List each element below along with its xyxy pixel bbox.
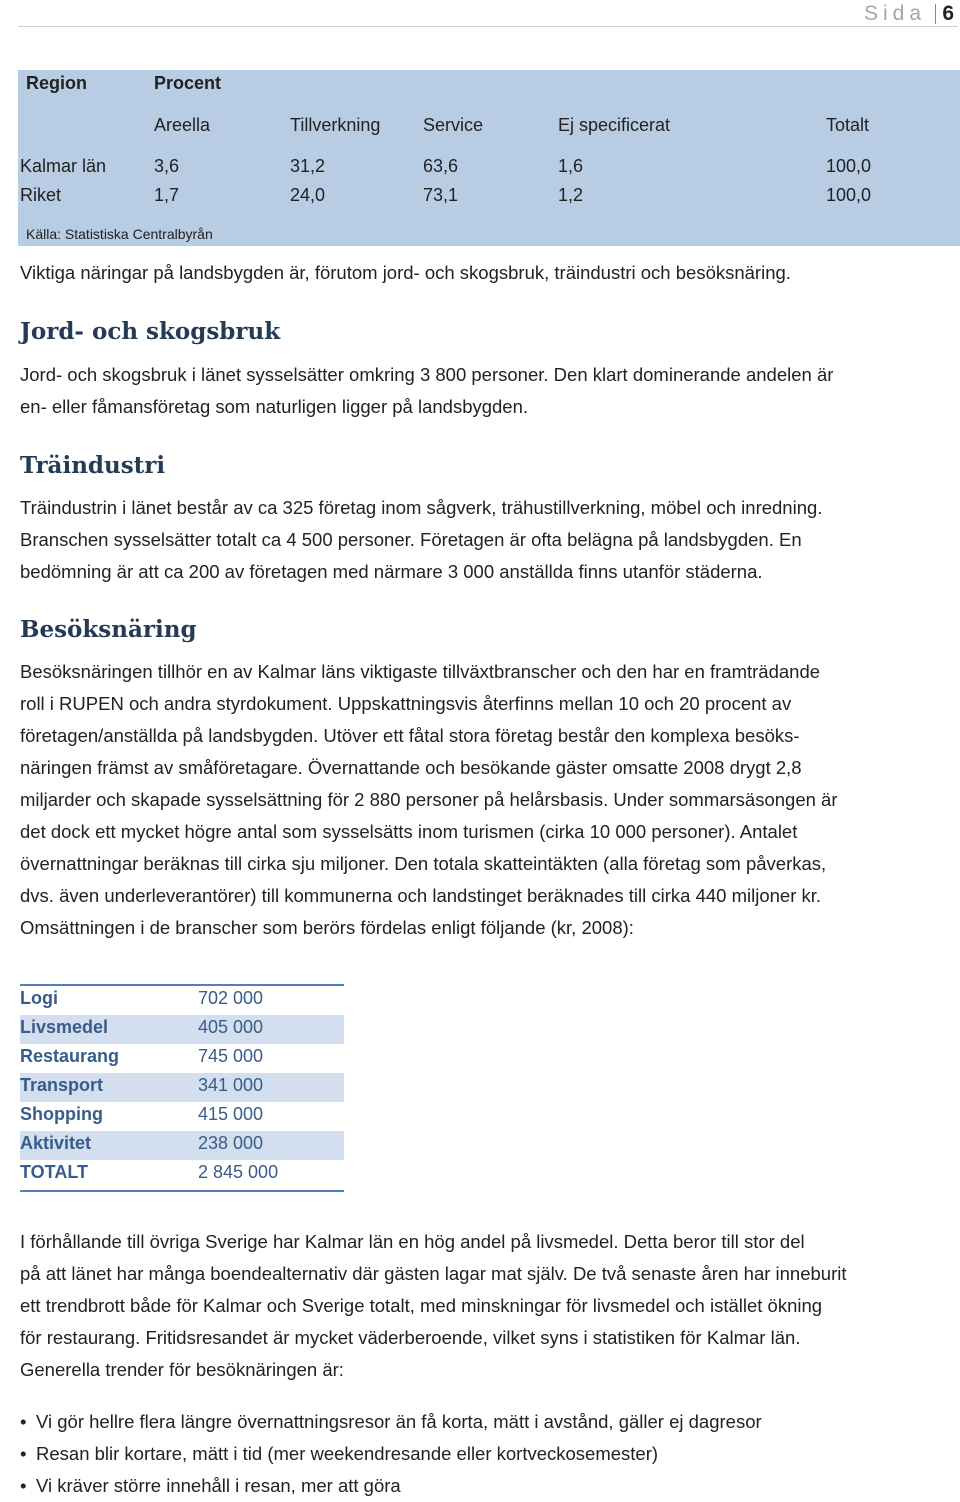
cell-value: 1,6 xyxy=(558,156,584,176)
bullet-icon: • xyxy=(20,1411,27,1432)
subheader-areella: Areella xyxy=(154,115,211,135)
heading-traindustri: Träindustri xyxy=(20,452,166,479)
cell-value: 63,6 xyxy=(423,156,459,176)
table-row xyxy=(20,1160,344,1189)
traindustri-paragraph xyxy=(20,492,950,588)
row-value: 702 000 xyxy=(198,988,264,1008)
text-line: Träindustrin i länet består av ca 325 företag inom sågverk, trähustillverkning, möbel och inredning. xyxy=(20,497,823,518)
text-line: på att länet har många boendealternativ där gästen lagar mat själv. De två senaste åren har inneburit xyxy=(20,1263,847,1284)
text-line: företagen/anställda på landsbygden. Utöver ett fåtal stora företag består den komplexa besöks- xyxy=(20,725,800,746)
page-separator xyxy=(935,4,936,24)
heading-jord-skogsbruk: Jord- och skogsbruk xyxy=(20,318,281,345)
text-line: Omsättningen i de branscher som berörs fördelas enligt följande (kr, 2008): xyxy=(20,917,634,938)
row-label: Logi xyxy=(20,988,58,1008)
page-word: Sida xyxy=(863,2,926,25)
row-value: 341 000 xyxy=(198,1075,264,1095)
trend-list xyxy=(20,1406,950,1502)
cell-value: 31,2 xyxy=(290,156,326,176)
list-item-text: Vi kräver större innehåll i resan, mer att göra xyxy=(36,1475,401,1496)
table-bottom-rule xyxy=(20,1190,344,1192)
text-line: Branschen sysselsätter totalt ca 4 500 personer. Företagen är ofta belägna på landsbygden. En xyxy=(20,529,802,550)
cell-value: 1,7 xyxy=(154,185,180,205)
bullet-icon: • xyxy=(20,1475,27,1496)
header-rule xyxy=(18,26,958,27)
page-number: 6 xyxy=(942,2,954,25)
table-row xyxy=(20,1073,344,1102)
subheader-tillverkning: Tillverkning xyxy=(290,115,381,135)
page-number-header xyxy=(780,0,960,26)
row-value: 238 000 xyxy=(198,1133,264,1153)
intro-paragraph: Viktiga näringar på landsbygden är, förutom jord- och skogsbruk, träindustri och besöksnäring. xyxy=(20,262,791,283)
subheader-totalt: Totalt xyxy=(826,115,870,135)
text-line: roll i RUPEN och andra styrdokument. Uppskattningsvis återfinns mellan 10 och 20 procent av xyxy=(20,693,792,714)
text-line: en- eller fåmansföretag som naturligen ligger på landsbygden. xyxy=(20,396,529,417)
col-header-procent: Procent xyxy=(154,73,222,93)
table-row xyxy=(20,1044,344,1073)
text-line: bedömning är att ca 200 av företagen med närmare 3 000 anställda finns utanför städerna. xyxy=(20,561,763,582)
sector-share-table xyxy=(18,70,960,246)
row-value: 2 845 000 xyxy=(198,1162,279,1182)
table-row xyxy=(20,1015,344,1044)
row-value: 405 000 xyxy=(198,1017,264,1037)
row-label: Restaurang xyxy=(20,1046,120,1066)
cell-value: 100,0 xyxy=(826,185,872,205)
text-line: miljarder och skapade sysselsättning för 2 880 personer på helårsbasis. Under sommarsäsongen är xyxy=(20,789,838,810)
text-line: övernattningar beräknas till cirka sju miljoner. Den totala skatteintäkten (alla företag som påverkas, xyxy=(20,853,827,874)
text-line: ett trendbrott både för Kalmar och Sverige totalt, med minskningar för livsmedel och istället ökning xyxy=(20,1295,823,1316)
text-line: dvs. även underleverantörer) till kommunerna och landstinget beräknades till cirka 440 miljoner kr. xyxy=(20,885,822,906)
cell-value: 24,0 xyxy=(290,185,326,205)
row-value: 745 000 xyxy=(198,1046,264,1066)
table-row xyxy=(20,986,344,1015)
table-row xyxy=(20,1131,344,1160)
list-item xyxy=(20,1438,950,1470)
text-line: näringen främst av småföretagare. Övernattande och besökande gäster omsatte 2008 drygt 2,8 xyxy=(20,757,802,778)
row-region-kalmar: Kalmar län xyxy=(20,156,107,176)
cell-value: 100,0 xyxy=(826,156,872,176)
table-row xyxy=(20,1102,344,1131)
list-item xyxy=(20,1470,950,1502)
cell-value: 1,2 xyxy=(558,185,584,205)
besoksnaring-paragraph xyxy=(20,656,950,944)
row-label: Transport xyxy=(20,1075,104,1095)
row-label: Aktivitet xyxy=(20,1133,92,1153)
table-source: Källa: Statistiska Centralbyrån xyxy=(26,226,213,242)
row-label: Shopping xyxy=(20,1104,103,1124)
list-item-text: Resan blir kortare, mätt i tid (mer weekendresande eller kortveckosemester) xyxy=(36,1443,659,1464)
text-line: det dock ett mycket högre antal som sysselsätts inom turismen (cirka 10 000 personer). Antalet xyxy=(20,821,798,842)
cell-value: 73,1 xyxy=(423,185,459,205)
bullet-icon: • xyxy=(20,1443,27,1464)
text-line: I förhållande till övriga Sverige har Kalmar län en hög andel på livsmedel. Detta beror till stor del xyxy=(20,1231,805,1252)
subheader-service: Service xyxy=(423,115,484,135)
subheader-ej-specificerat: Ej specificerat xyxy=(558,115,671,135)
row-value: 415 000 xyxy=(198,1104,264,1124)
text-line: för restaurang. Fritidsresandet är mycket väderberoende, vilket syns i statistiken för Kalmar län. xyxy=(20,1327,801,1348)
cell-value: 3,6 xyxy=(154,156,180,176)
row-label: Livsmedel xyxy=(20,1017,109,1037)
list-item xyxy=(20,1406,950,1438)
row-label: TOTALT xyxy=(20,1162,88,1182)
text-line: Generella trender för besöknäringen är: xyxy=(20,1359,344,1380)
heading-besoksnaring: Besöksnäring xyxy=(20,616,197,643)
text-line: Jord- och skogsbruk i länet sysselsätter omkring 3 800 personer. Den klart dominerande andelen är xyxy=(20,364,834,385)
closing-paragraph xyxy=(20,1226,950,1386)
text-line: Besöksnäringen tillhör en av Kalmar läns viktigaste tillväxtbranscher och den har en framträdande xyxy=(20,661,821,682)
list-item-text: Vi gör hellre flera längre övernattningsresor än få korta, mätt i avstånd, gäller ej dagresor xyxy=(36,1411,762,1432)
col-header-region: Region xyxy=(26,73,87,93)
jord-paragraph xyxy=(20,359,950,423)
row-region-riket: Riket xyxy=(20,185,62,205)
